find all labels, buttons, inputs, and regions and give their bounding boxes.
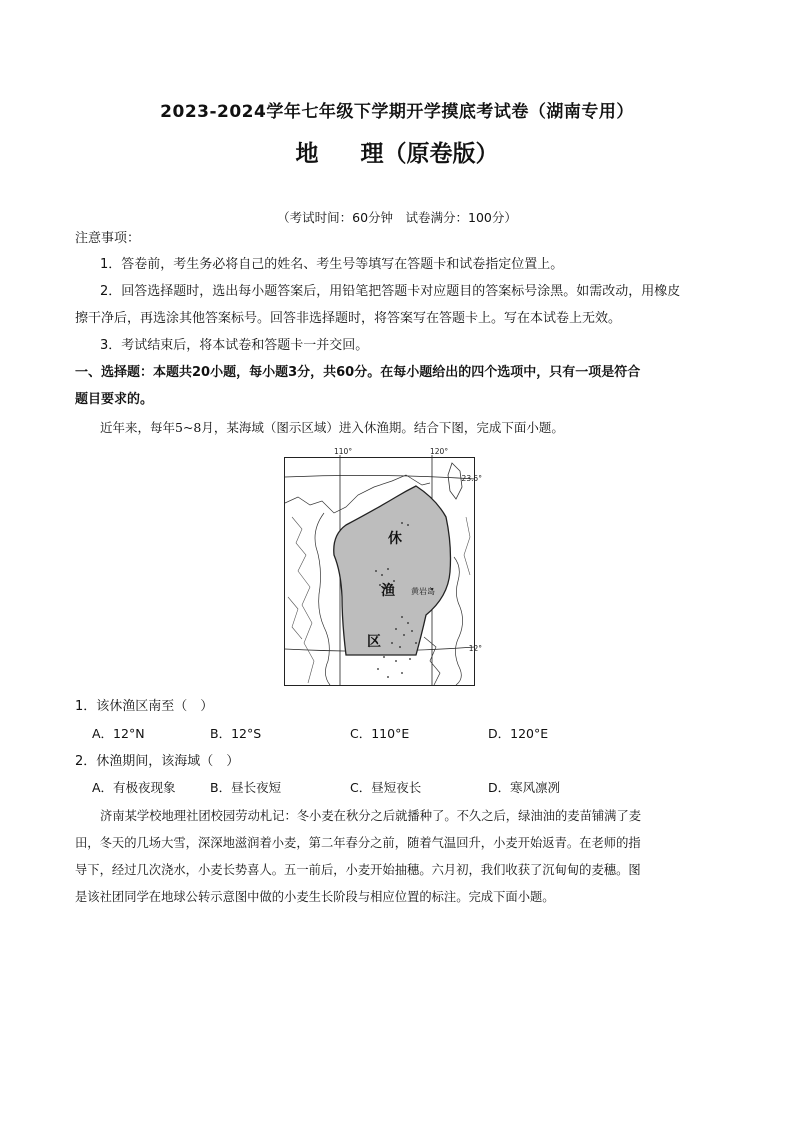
passage-2-line-1: 济南某学校地理社团校园劳动札记：冬小麦在秋分之后就播种了。不久之后，绿油油的麦苗铺满了麦 bbox=[100, 809, 642, 823]
exam-title: 2023-2024学年七年级下学期开学摸底考试卷（湖南专用） bbox=[160, 102, 634, 122]
subject-title-part-a: 地 bbox=[295, 141, 319, 167]
exam-info: （考试时间：60分钟 试卷满分：100分） bbox=[277, 210, 517, 225]
lon-label-110: 110° bbox=[334, 447, 353, 456]
q1-option-d[interactable]: D．120°E bbox=[488, 726, 549, 741]
question-1-stem: 1．该休渔区南至（ ） bbox=[75, 699, 214, 714]
subject-title-part-b: 理（原卷版） bbox=[360, 141, 499, 167]
section-heading: 一、选择题：本题共20小题，每小题3分，共60分。在每小题给出的四个选项中，只有一项是符合 bbox=[75, 365, 641, 380]
q1-option-a[interactable]: A．12°N bbox=[92, 726, 145, 741]
q2-option-d[interactable]: D．寒风凛冽 bbox=[488, 780, 561, 795]
lon-label-120: 120° bbox=[430, 447, 449, 456]
q2-option-a[interactable]: A．有极夜现象 bbox=[92, 780, 176, 795]
lat-label-23-5: 23.5° bbox=[461, 474, 482, 483]
zone-char-3: 区 bbox=[367, 634, 381, 650]
lat-label-12: 12° bbox=[468, 644, 482, 653]
note-item-2-cont: 擦干净后，再选涂其他答案标号。回答非选择题时，将答案写在答题卡上。写在本试卷上无效。 bbox=[75, 311, 622, 326]
subject-title bbox=[0, 135, 794, 168]
notes-heading: 注意事项： bbox=[75, 231, 141, 246]
passage-2-line-4: 是该社团同学在地球公转示意图中做的小麦生长阶段与相应位置的标注。完成下面小题。 bbox=[75, 890, 555, 904]
zone-char-1: 休 bbox=[388, 531, 402, 547]
note-item-1: 1．答卷前，考生务必将自己的姓名、考生号等填写在答题卡和试卷指定位置上。 bbox=[100, 257, 564, 272]
huangyan-island-label: 黄岩岛 bbox=[411, 587, 435, 596]
passage-1: 近年来，每年5~8月，某海域（图示区域）进入休渔期。结合下图，完成下面小题。 bbox=[100, 420, 564, 435]
passage-2-line-2: 田，冬天的几场大雪，深深地滋润着小麦，第二年春分之前，随着气温回升，小麦开始返青。在老师的指 bbox=[75, 836, 641, 850]
passage-2-line-3: 导下，经过几次浇水，小麦长势喜人。五一前后，小麦开始抽穗。六月初，我们收获了沉甸甸的麦穗。图 bbox=[75, 863, 641, 877]
section-heading-cont: 题目要求的。 bbox=[75, 392, 154, 407]
zone-char-2: 渔 bbox=[381, 583, 395, 599]
q1-option-c[interactable]: C．110°E bbox=[350, 726, 410, 741]
note-item-2: 2．回答选择题时，选出每小题答案后，用铅笔把答题卡对应题目的答案标号涂黑。如需改动，用橡皮 bbox=[100, 284, 681, 299]
q2-option-b[interactable]: B．昼长夜短 bbox=[210, 780, 282, 795]
note-item-3: 3．考试结束后，将本试卷和答题卡一并交回。 bbox=[100, 338, 369, 353]
question-2-stem: 2．休渔期间，该海域（ ） bbox=[75, 754, 240, 769]
q1-option-b[interactable]: B．12°S bbox=[210, 726, 262, 741]
fishing-ban-map bbox=[284, 447, 482, 687]
q2-option-c[interactable]: C．昼短夜长 bbox=[350, 780, 422, 795]
